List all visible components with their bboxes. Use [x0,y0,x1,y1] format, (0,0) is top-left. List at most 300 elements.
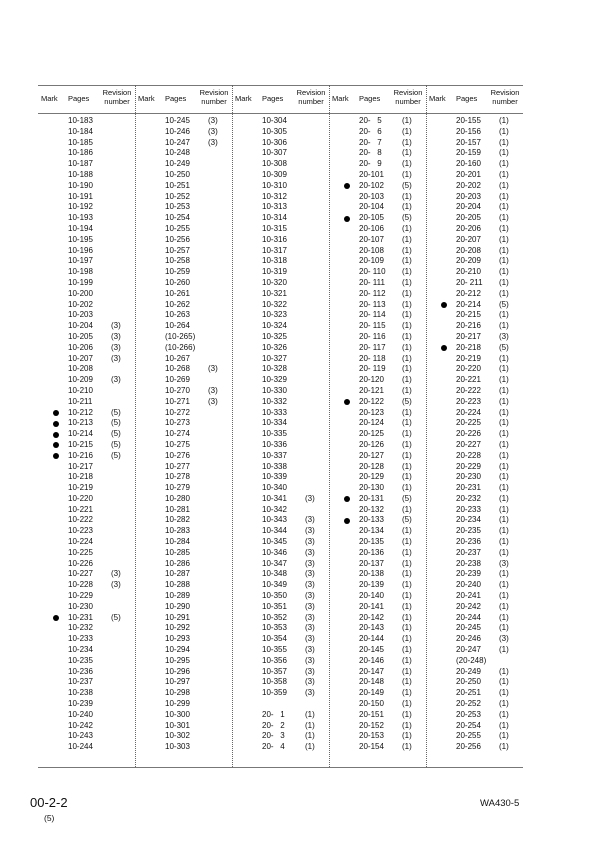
revision-cell: (1) [499,623,509,633]
page-cell: 10-286 [165,558,190,568]
table-row [135,364,232,375]
revision-cell: (1) [499,310,509,320]
revision-cell: (1) [499,547,509,557]
revision-cell: (1) [499,364,509,374]
revision-cell: (3) [208,126,218,136]
table-row [38,688,135,699]
table-row [329,256,426,267]
table-row [232,364,329,375]
table-row [135,289,232,300]
table-row [329,451,426,462]
page-cell: 20-135 [359,537,384,547]
column-rows [135,116,232,753]
table-row [232,321,329,332]
page-cell: 20-155 [456,116,481,125]
page-cell: 10-217 [68,461,93,471]
table-row [426,742,523,753]
page-cell: 10-320 [262,277,287,287]
page-cell: 20-254 [456,720,481,730]
revision-cell: (1) [402,569,412,579]
table-row [329,289,426,300]
page-cell: 20-237 [456,547,481,557]
page-cell: 10-299 [165,699,190,709]
page-cell: 10-284 [165,537,190,547]
page-cell: 10-242 [68,720,93,730]
table-row [329,224,426,235]
page-cell: 10-195 [68,234,93,244]
page-cell: 20- 114 [359,310,386,320]
page-cell: 20-225 [456,418,481,428]
table-row [426,300,523,311]
page-cell: 10-209 [68,375,93,385]
table-row [426,559,523,570]
revision-cell: (1) [305,709,315,719]
page-cell: 10-300 [165,709,190,719]
page-cell: 10-227 [68,569,93,579]
revision-cell: (5) [402,213,412,223]
page-cell: 10-200 [68,288,93,298]
page-cell: 10-256 [165,234,190,244]
table-row [38,386,135,397]
table-row [232,429,329,440]
page-cell: 10-291 [165,612,190,622]
revision-cell: (5) [402,515,412,525]
table-row [426,418,523,429]
table-row [426,213,523,224]
page-cell: 20-142 [359,612,384,622]
page-cell: 10-222 [68,515,93,525]
table-row [135,451,232,462]
page-cell: 20-138 [359,569,384,579]
page-cell: 20- 119 [359,364,386,374]
page-cell: 10-216 [68,450,93,460]
header-pages: Pages [456,94,478,103]
revision-cell: (1) [499,450,509,460]
table-row [232,418,329,429]
page-cell: 10-262 [165,299,190,309]
revision-cell: (1) [499,504,509,514]
page-cell: 20- 2 [262,720,285,730]
table-row [135,537,232,548]
page-cell: 10-187 [68,159,93,169]
table-row [426,429,523,440]
table-row [232,602,329,613]
page-cell: 20-215 [456,310,481,320]
page-cell: 10-343 [262,515,287,525]
revision-cell: (1) [402,299,412,309]
table-row [38,116,135,127]
page-cell: 10-327 [262,353,287,363]
table-row [426,321,523,332]
table-row [135,213,232,224]
page-cell: 20-249 [456,666,481,676]
revision-cell: (3) [111,342,121,352]
table-row [232,267,329,278]
table-row [232,494,329,505]
table-row [426,408,523,419]
table-row [135,710,232,721]
page-cell: 10-234 [68,645,93,655]
page-cell: 10-312 [262,191,287,201]
table-row [232,634,329,645]
page-cell: 10-322 [262,299,287,309]
table-row [135,267,232,278]
table-row [135,634,232,645]
table-column [232,85,329,767]
page-cell: 20-152 [359,720,384,730]
table-row [329,170,426,181]
page-cell: 10-336 [262,439,287,449]
page-cell: 20-222 [456,385,481,395]
revision-mark-dot [441,302,447,308]
revision-cell: (1) [402,699,412,709]
page-cell: 10-267 [165,353,190,363]
page-cell: 10-192 [68,202,93,212]
table-row [329,483,426,494]
page-cell: 10-198 [68,267,93,277]
revision-cell: (1) [402,148,412,158]
page-cell: 10-318 [262,256,287,266]
revision-cell: (1) [499,429,509,439]
header-pages: Pages [262,94,284,103]
header-mark: Mark [235,94,252,103]
table-row [38,645,135,656]
page-cell: 10-255 [165,223,190,233]
table-row [426,656,523,667]
table-row [135,418,232,429]
table-column [38,85,135,767]
page-cell: 20-255 [456,731,481,741]
column-header [426,85,523,111]
table-row [426,138,523,149]
table-row [329,526,426,537]
table-row [38,677,135,688]
table-row [329,613,426,624]
table-row [135,192,232,203]
table-row [135,548,232,559]
page-cell: 20-124 [359,418,384,428]
page-cell: 10-351 [262,601,287,611]
page-cell: 10-349 [262,580,287,590]
table-row [38,138,135,149]
page-cell: 20-202 [456,180,481,190]
table-row [232,375,329,386]
table-row [426,591,523,602]
table-row [232,742,329,753]
page-number: 00-2-2 [30,795,68,810]
table-row [329,515,426,526]
page-cell: 10-214 [68,429,93,439]
page-cell: 20- 3 [262,731,285,741]
revision-cell: (1) [402,731,412,741]
revision-cell: (3) [208,116,218,125]
revision-cell: (3) [208,385,218,395]
table-row [232,537,329,548]
page-cell: 10-337 [262,450,287,460]
table-row [329,148,426,159]
table-row [329,645,426,656]
table-row [38,710,135,721]
table-row [329,580,426,591]
page-cell: 10-196 [68,245,93,255]
table-row [426,364,523,375]
table-row [135,397,232,408]
revision-cell: (1) [499,288,509,298]
page-cell: 20-146 [359,655,384,665]
table-row [426,494,523,505]
revision-cell: (1) [499,537,509,547]
page-cell: 10-186 [68,148,93,158]
revision-cell: (1) [499,213,509,223]
table-row [329,731,426,742]
revision-cell: (1) [499,396,509,406]
revision-cell: (3) [305,547,315,557]
table-row [135,515,232,526]
page-cell: 10-338 [262,461,287,471]
table-row [232,559,329,570]
revision-cell: (1) [402,591,412,601]
page-cell: 10-226 [68,558,93,568]
page-cell: 20-216 [456,321,481,331]
table-row [329,440,426,451]
table-row [135,159,232,170]
page-cell: 10-298 [165,688,190,698]
table-row [329,602,426,613]
page-cell: 10-202 [68,299,93,309]
table-row [38,483,135,494]
table-row [135,202,232,213]
table-column [426,85,523,767]
table-row [232,472,329,483]
page-cell: 20-242 [456,601,481,611]
table-row [232,127,329,138]
table-row [426,267,523,278]
page-cell: 10-191 [68,191,93,201]
table-row [38,397,135,408]
page-cell: 10-250 [165,169,190,179]
table-row [135,148,232,159]
page-cell: 20-233 [456,504,481,514]
page-cell: 20-212 [456,288,481,298]
page-cell: 20-226 [456,429,481,439]
page-cell: 20-159 [456,148,481,158]
page-cell: 20-126 [359,439,384,449]
table-row [232,515,329,526]
page-cell: 10-205 [68,331,93,341]
table-row [232,397,329,408]
table-row [38,127,135,138]
page-cell: 10-239 [68,699,93,709]
revision-cell: (3) [305,666,315,676]
revision-cell: (1) [402,720,412,730]
table-row [232,591,329,602]
page-cell: 10-183 [68,116,93,125]
table-row [426,667,523,678]
page-cell: 10-218 [68,472,93,482]
page-cell: 20-201 [456,169,481,179]
table-row [135,170,232,181]
header-revision: Revision number [296,88,326,106]
revision-cell: (1) [402,580,412,590]
page-cell: 20-132 [359,504,384,514]
page-cell: 20-137 [359,558,384,568]
table-row [329,310,426,321]
page-cell: 10-356 [262,655,287,665]
table-row [135,699,232,710]
table-row [232,386,329,397]
table-row [232,623,329,634]
revision-cell: (5) [111,418,121,428]
table-row [135,667,232,678]
table-row [135,386,232,397]
page-cell: 20-245 [456,623,481,633]
table-row [38,418,135,429]
table-row [135,310,232,321]
revision-cell: (3) [305,677,315,687]
table-row [329,246,426,257]
table-row [135,721,232,732]
page-cell: 10-223 [68,526,93,536]
revision-cell: (3) [499,558,509,568]
page-cell: 10-325 [262,331,287,341]
page-cell: 10-247 [165,137,190,147]
page-cell: 10-304 [262,116,287,125]
page-cell: 10-344 [262,526,287,536]
table-row [426,645,523,656]
revision-cell: (1) [499,202,509,212]
page-cell: 20-232 [456,493,481,503]
revision-cell: (1) [402,623,412,633]
revision-cell: (1) [499,169,509,179]
table-row [329,591,426,602]
page-cell: 10-257 [165,245,190,255]
revision-cell: (3) [111,353,121,363]
page-cell: 20- 118 [359,353,386,363]
page-cell: 10-354 [262,634,287,644]
table-row [38,429,135,440]
page-cell: 20- 116 [359,331,386,341]
table-row [135,235,232,246]
page-cell: 10-297 [165,677,190,687]
table-row [329,408,426,419]
page-cell: 10-208 [68,364,93,374]
revision-cell: (5) [111,439,121,449]
revision-cell: (1) [402,742,412,752]
table-row [232,159,329,170]
page-cell: 10-197 [68,256,93,266]
table-row [426,710,523,721]
table-row [232,278,329,289]
table-row [232,451,329,462]
revision-cell: (1) [499,418,509,428]
page-cell: 20-204 [456,202,481,212]
table-row [38,569,135,580]
page-cell: 10-193 [68,213,93,223]
revision-cell: (1) [499,148,509,158]
page-cell: 10-332 [262,396,287,406]
page-cell: 10-324 [262,321,287,331]
page-cell: 10-294 [165,645,190,655]
table-row [38,440,135,451]
table-row [232,354,329,365]
page-cell: 10-347 [262,558,287,568]
table-row [426,170,523,181]
table-row [329,429,426,440]
revision-cell: (1) [499,180,509,190]
table-row [426,278,523,289]
table-row [135,332,232,343]
page-cell: 10-264 [165,321,190,331]
page-cell: 20-239 [456,569,481,579]
page-cell: 20-241 [456,591,481,601]
table-row [426,343,523,354]
table-row [38,343,135,354]
table-row [38,364,135,375]
table-row [232,645,329,656]
page-cell: 20-244 [456,612,481,622]
revision-cell: (1) [402,645,412,655]
page-cell: 10-279 [165,483,190,493]
table-row [232,569,329,580]
column-header [232,85,329,111]
table-row [135,569,232,580]
page-cell: 10-263 [165,310,190,320]
table-row [426,613,523,624]
page-cell: 20-220 [456,364,481,374]
table-row [135,462,232,473]
revision-cell: (1) [402,450,412,460]
revision-cell: (1) [402,267,412,277]
revision-cell: (5) [499,299,509,309]
revision-cell: (3) [305,623,315,633]
page-cell: 10-283 [165,526,190,536]
table-row [329,418,426,429]
revision-cell: (5) [111,407,121,417]
revision-cell: (3) [499,331,509,341]
page-cell: 20-231 [456,483,481,493]
revision-cell: (1) [499,116,509,125]
revision-cell: (1) [499,515,509,525]
table-row [38,181,135,192]
table-row [329,202,426,213]
page-cell: 10-278 [165,472,190,482]
table-row [232,235,329,246]
header-revision: Revision number [199,88,229,106]
table-row [232,710,329,721]
page-cell: 20-129 [359,472,384,482]
page-cell: 10-194 [68,223,93,233]
revision-cell: (1) [402,418,412,428]
table-row [329,116,426,127]
page-cell: 10-236 [68,666,93,676]
page-cell: 10-335 [262,429,287,439]
revision-cell: (3) [499,634,509,644]
page-cell: 10-273 [165,418,190,428]
revision-cell: (1) [499,699,509,709]
page-cell: 20- 9 [359,159,382,169]
table-row [135,116,232,127]
page-cell: 20-156 [456,126,481,136]
page-cell: 10-281 [165,504,190,514]
page-cell: 10-339 [262,472,287,482]
table-row [329,235,426,246]
revision-cell: (1) [402,288,412,298]
page-cell: 10-232 [68,623,93,633]
page-cell: 10-340 [262,483,287,493]
revision-cell: (1) [402,461,412,471]
table-row [135,559,232,570]
page-cell: 10-261 [165,288,190,298]
